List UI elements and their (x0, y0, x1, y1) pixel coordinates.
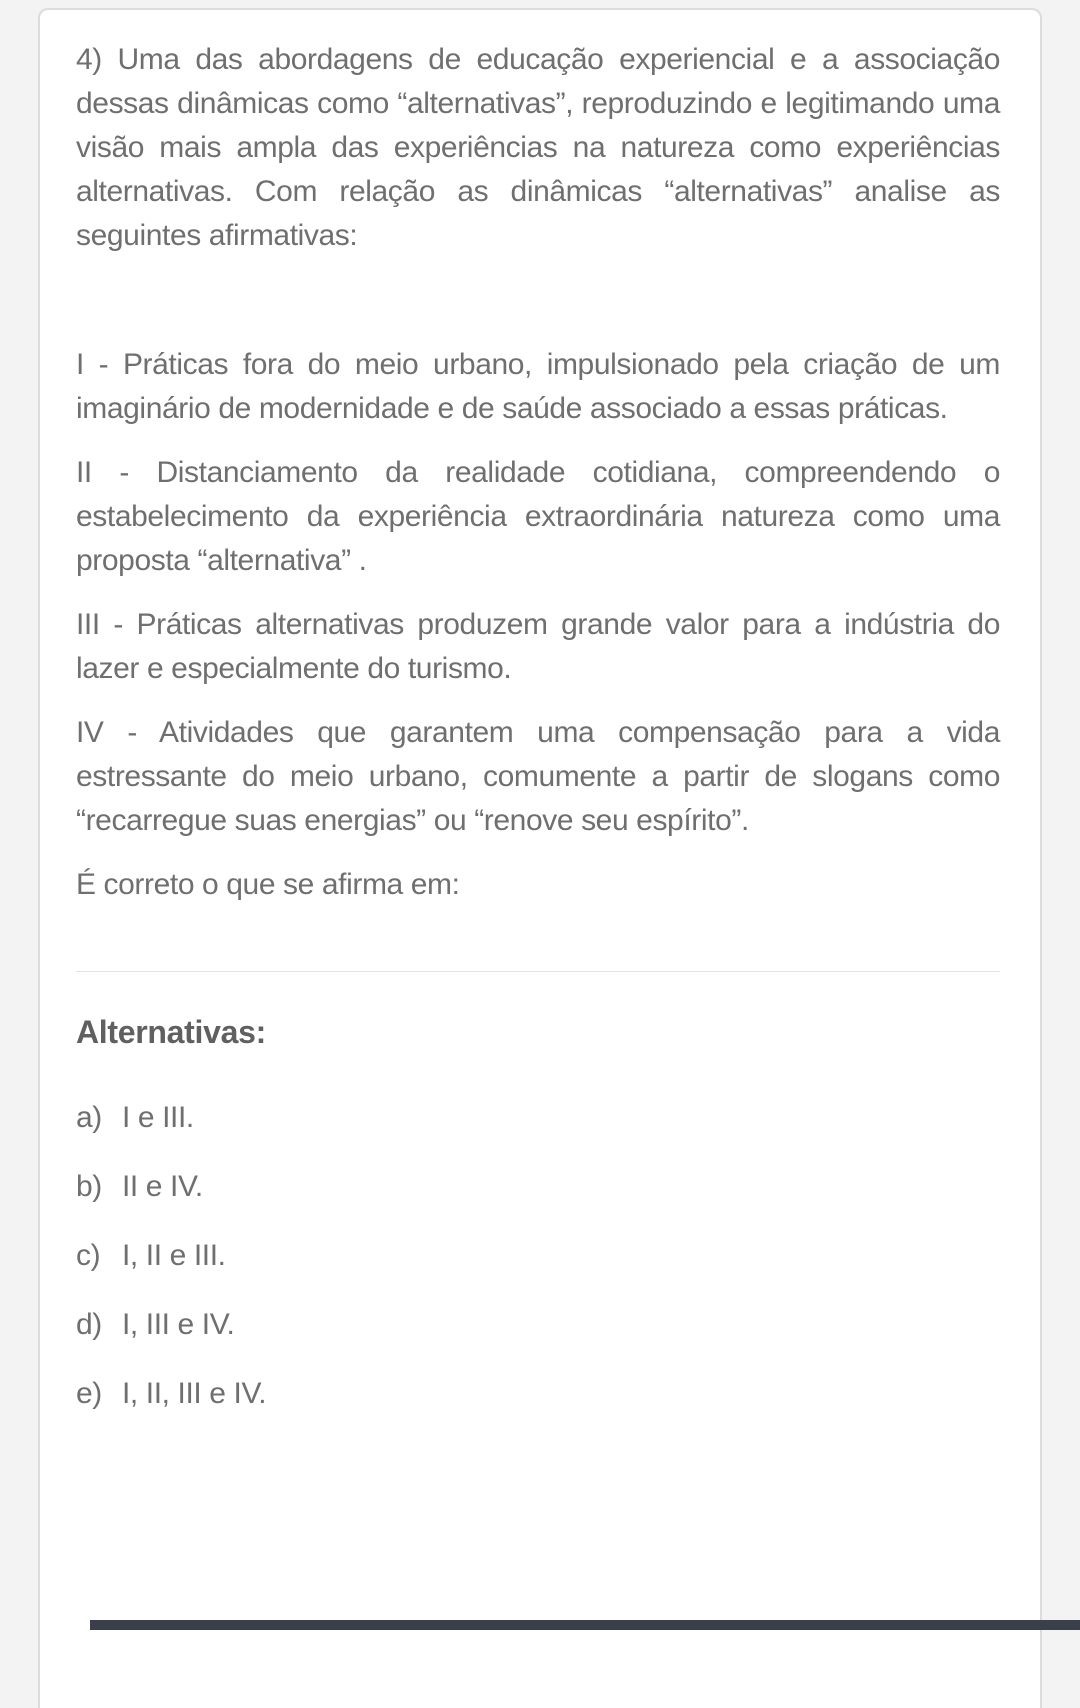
section-divider (76, 971, 1000, 972)
alternatives-heading: Alternativas: (76, 1014, 266, 1050)
question-card (38, 8, 1042, 1708)
statement-ii: II - Distanciamento da realidade cotidiana, compreendendo o estabelecimento da experiência extraordinária natureza como uma proposta “alternativa” . (76, 456, 1000, 577)
option-a[interactable] (76, 1096, 1000, 1140)
bottom-toolbar-edge (90, 1620, 1080, 1630)
option-a-letter: a) (76, 1101, 102, 1134)
closing-line: É correto o que se afirma em: (76, 868, 460, 901)
option-b-text: II e IV. (122, 1170, 203, 1203)
option-d-text: I, III e IV. (122, 1308, 235, 1341)
option-a-text: I e III. (122, 1101, 194, 1134)
options-list (76, 1096, 1000, 1416)
option-b[interactable] (76, 1165, 1000, 1209)
option-c-text: I, II e III. (122, 1239, 226, 1272)
statement-iv: IV - Atividades que garantem uma compensação para a vida estressante do meio urbano, comumente a partir de slogans como “recarregue suas energias” ou “renove seu espírito”. (76, 716, 1000, 837)
question-text: 4) Uma das abordagens de educação experiencial e a associação dessas dinâmicas como “alternativas”, reproduzindo e legitimando uma visão mais ampla das experiências na natureza como experiências alternativas. Com relação as dinâmicas “alternativas” analise as seguintes afirmativas: (76, 43, 1000, 252)
statement-iii: III - Práticas alternativas produzem grande valor para a indústria do lazer e especialmente do turismo. (76, 608, 1000, 685)
option-e-letter: e) (76, 1377, 102, 1410)
option-e-text: I, II, III e IV. (122, 1377, 267, 1410)
option-d-letter: d) (76, 1308, 102, 1341)
option-b-letter: b) (76, 1170, 102, 1203)
option-c[interactable] (76, 1234, 1000, 1278)
statement-i: I - Práticas fora do meio urbano, impulsionado pela criação de um imaginário de modernidade e de saúde associado a essas práticas. (76, 348, 1000, 425)
option-c-letter: c) (76, 1239, 101, 1272)
option-d[interactable] (76, 1303, 1000, 1347)
option-e[interactable] (76, 1372, 1000, 1416)
